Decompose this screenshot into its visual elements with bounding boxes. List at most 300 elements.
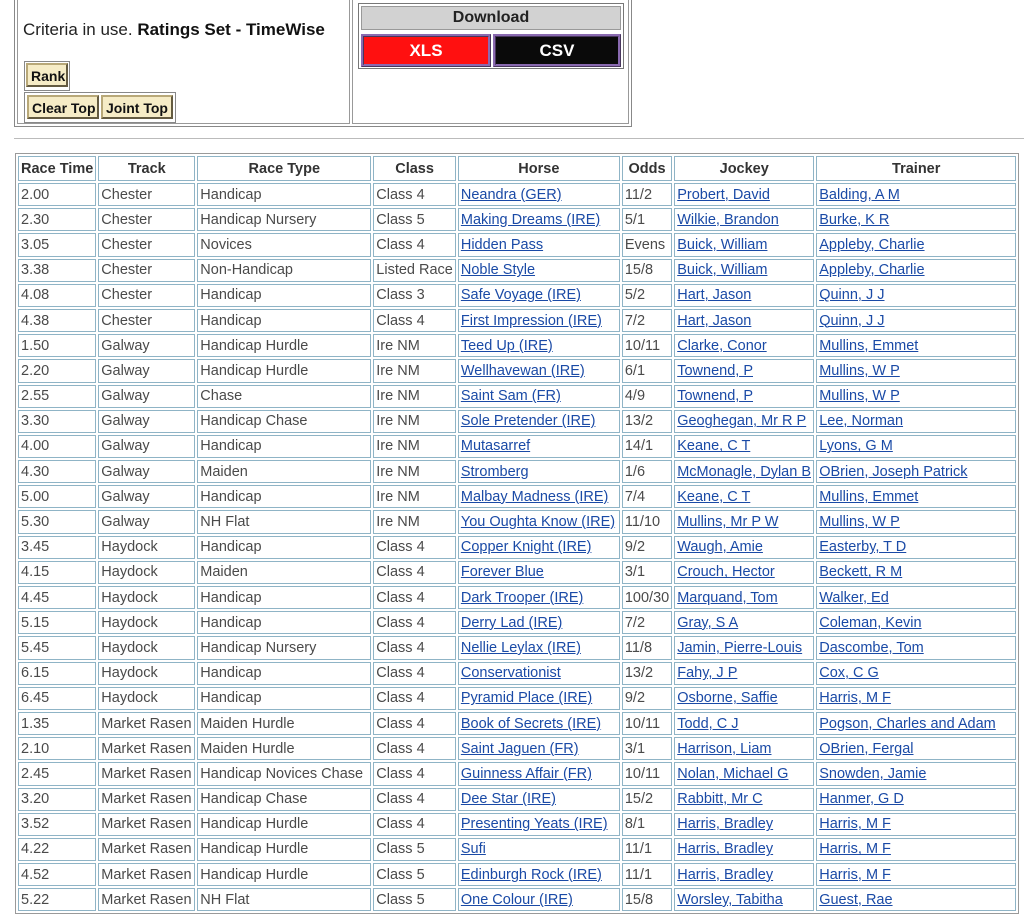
races-table	[15, 153, 1019, 914]
trainer-link[interactable]: Harris, M F	[819, 816, 891, 833]
cell-horse	[458, 863, 620, 886]
cell-odds: 11/2	[622, 183, 672, 206]
cell-race-type: Handicap Novices Chase	[197, 762, 371, 785]
cell-track: Haydock	[98, 611, 195, 634]
cell-race-time: 4.22	[18, 838, 96, 861]
table-row	[18, 888, 1016, 911]
trainer-link[interactable]: Harris, M F	[819, 690, 891, 707]
cell-trainer	[816, 183, 1016, 206]
cell-class: Class 5	[373, 838, 456, 861]
table-row	[18, 712, 1016, 735]
cell-class: Class 4	[373, 309, 456, 332]
cell-race-time: 4.38	[18, 309, 96, 332]
cell-race-type: Handicap Hurdle	[197, 359, 371, 382]
cell-race-time: 2.30	[18, 208, 96, 231]
jockey-link[interactable]: Hart, Jason	[677, 287, 752, 304]
horse-link[interactable]: Saint Jaguen (FR)	[460, 740, 579, 757]
cell-race-type: Handicap Nursery	[197, 208, 371, 231]
table-row	[18, 611, 1016, 634]
jockey-link[interactable]: Hart, Jason	[677, 312, 752, 329]
cell-odds: 6/1	[622, 359, 672, 382]
cell-race-type: Handicap	[197, 687, 371, 710]
column-header-trainer[interactable]: Trainer	[816, 156, 1016, 181]
column-header-jockey[interactable]: Jockey	[674, 156, 814, 181]
cell-track: Market Rasen	[98, 863, 195, 886]
table-row	[18, 510, 1016, 533]
jockey-link[interactable]: Keane, C T	[677, 438, 751, 455]
cell-horse	[458, 838, 620, 861]
cell-class: Class 4	[373, 762, 456, 785]
cell-jockey	[674, 611, 814, 634]
cell-race-time: 1.50	[18, 334, 96, 357]
horse-link[interactable]: Dark Trooper (IRE)	[460, 589, 584, 606]
trainer-link[interactable]: Snowden, Jamie	[819, 765, 927, 782]
cell-odds: 10/11	[622, 712, 672, 735]
horse-link[interactable]: Saint Sam (FR)	[460, 388, 561, 405]
cell-race-type: Chase	[197, 385, 371, 408]
horse-link[interactable]: Book of Secrets (IRE)	[460, 715, 602, 732]
horse-link[interactable]: Nellie Leylax (IRE)	[460, 639, 581, 656]
horse-link[interactable]: Guinness Affair (FR)	[460, 765, 592, 782]
cell-class: Class 4	[373, 611, 456, 634]
trainer-link[interactable]: Mullins, Emmet	[819, 337, 919, 354]
cell-class: Ire NM	[373, 334, 456, 357]
cell-race-time: 5.15	[18, 611, 96, 634]
joint-top-button[interactable]: Joint Top	[101, 95, 173, 119]
cell-race-time: 6.45	[18, 687, 96, 710]
cell-odds: 1/6	[622, 460, 672, 483]
horse-link[interactable]: Sufi	[460, 841, 486, 858]
cell-class: Ire NM	[373, 385, 456, 408]
cell-trainer	[816, 687, 1016, 710]
cell-class: Class 3	[373, 284, 456, 307]
cell-horse	[458, 536, 620, 559]
cell-race-time: 4.45	[18, 586, 96, 609]
criteria-prefix: Criteria in use.	[23, 20, 138, 39]
cell-odds: 7/4	[622, 485, 672, 508]
cell-horse	[458, 284, 620, 307]
trainer-link[interactable]: OBrien, Joseph Patrick	[819, 463, 968, 480]
cell-horse	[458, 788, 620, 811]
table-row	[18, 208, 1016, 231]
cell-odds: Evens	[622, 233, 672, 256]
column-header-class[interactable]: Class	[373, 156, 456, 181]
cell-class: Listed Race	[373, 259, 456, 282]
cell-track: Haydock	[98, 561, 195, 584]
cell-track: Market Rasen	[98, 762, 195, 785]
jockey-link[interactable]: Osborne, Saffie	[677, 690, 778, 707]
trainer-link[interactable]: Hanmer, G D	[819, 791, 904, 808]
clear-top-button[interactable]: Clear Top	[27, 95, 99, 119]
cell-race-time: 2.55	[18, 385, 96, 408]
cell-odds: 15/8	[622, 259, 672, 282]
cell-horse	[458, 510, 620, 533]
jockey-link[interactable]: Buick, William	[677, 262, 768, 279]
horse-link[interactable]: Safe Voyage (IRE)	[460, 287, 581, 304]
table-row	[18, 586, 1016, 609]
cell-horse	[458, 259, 620, 282]
horse-link[interactable]: Wellhavewan (IRE)	[460, 362, 585, 379]
cell-race-type: Non-Handicap	[197, 259, 371, 282]
cell-race-time: 3.52	[18, 813, 96, 836]
trainer-link[interactable]: Harris, M F	[819, 866, 891, 883]
cell-race-time: 2.45	[18, 762, 96, 785]
jockey-link[interactable]: Todd, C J	[677, 715, 739, 732]
horse-link[interactable]: First Impression (IRE)	[460, 312, 602, 329]
cell-horse	[458, 435, 620, 458]
jockey-link[interactable]: Worsley, Tabitha	[677, 891, 783, 908]
cell-odds: 13/2	[622, 410, 672, 433]
cell-race-type: Handicap	[197, 586, 371, 609]
cell-trainer	[816, 485, 1016, 508]
horse-link[interactable]: Edinburgh Rock (IRE)	[460, 866, 602, 883]
horse-link[interactable]: Noble Style	[460, 262, 536, 279]
jockey-link[interactable]: Rabbitt, Mr C	[677, 791, 763, 808]
cell-track: Galway	[98, 510, 195, 533]
jockey-link[interactable]: Probert, David	[677, 186, 770, 203]
table-row	[18, 737, 1016, 760]
cell-race-type: Novices	[197, 233, 371, 256]
cell-trainer	[816, 586, 1016, 609]
trainer-link[interactable]: Quinn, J J	[819, 312, 885, 329]
cell-class: Ire NM	[373, 485, 456, 508]
cell-class: Ire NM	[373, 460, 456, 483]
cell-class: Class 4	[373, 183, 456, 206]
cell-race-time: 5.30	[18, 510, 96, 533]
cell-odds: 8/1	[622, 813, 672, 836]
rank-button[interactable]: Rank	[26, 63, 68, 87]
horse-link[interactable]: Hidden Pass	[460, 236, 544, 253]
table-row	[18, 788, 1016, 811]
cell-odds: 11/1	[622, 838, 672, 861]
cell-race-time: 2.10	[18, 737, 96, 760]
cell-track: Chester	[98, 259, 195, 282]
trainer-link[interactable]: Coleman, Kevin	[819, 614, 922, 631]
download-csv-button[interactable]: CSV	[493, 34, 621, 67]
cell-odds: 9/2	[622, 536, 672, 559]
cell-track: Galway	[98, 385, 195, 408]
cell-trainer	[816, 510, 1016, 533]
cell-track: Galway	[98, 460, 195, 483]
trainer-link[interactable]: Balding, A M	[819, 186, 900, 203]
cell-odds: 100/30	[622, 586, 672, 609]
cell-horse	[458, 813, 620, 836]
cell-horse	[458, 611, 620, 634]
cell-class: Class 4	[373, 813, 456, 836]
cell-race-type: Handicap Hurdle	[197, 863, 371, 886]
cell-trainer	[816, 536, 1016, 559]
jockey-link[interactable]: Buick, William	[677, 236, 768, 253]
horse-link[interactable]: One Colour (IRE)	[460, 891, 573, 908]
column-header-track[interactable]: Track	[98, 156, 195, 181]
trainer-link[interactable]: Beckett, R M	[819, 564, 903, 581]
horse-link[interactable]: Mutasarref	[460, 438, 531, 455]
trainer-link[interactable]: Mullins, W P	[819, 388, 900, 405]
cell-jockey	[674, 762, 814, 785]
cell-horse	[458, 712, 620, 735]
cell-race-type: Handicap	[197, 183, 371, 206]
jockey-link[interactable]: Gray, S A	[677, 614, 739, 631]
cell-class: Class 5	[373, 863, 456, 886]
cell-horse	[458, 737, 620, 760]
cell-horse	[458, 460, 620, 483]
jockey-link[interactable]: Clarke, Conor	[677, 337, 767, 354]
jockey-link[interactable]: Jamin, Pierre-Louis	[677, 639, 803, 656]
cell-track: Galway	[98, 485, 195, 508]
jockey-link[interactable]: Waugh, Amie	[677, 539, 763, 556]
cell-track: Chester	[98, 208, 195, 231]
cell-track: Market Rasen	[98, 813, 195, 836]
cell-jockey	[674, 485, 814, 508]
cell-jockey	[674, 359, 814, 382]
trainer-link[interactable]: Burke, K R	[819, 211, 890, 228]
table-row	[18, 762, 1016, 785]
jockey-link[interactable]: Harris, Bradley	[677, 841, 774, 858]
table-row	[18, 435, 1016, 458]
cell-trainer	[816, 309, 1016, 332]
cell-race-type: Maiden Hurdle	[197, 712, 371, 735]
races-table-body	[18, 183, 1016, 911]
cell-track: Chester	[98, 284, 195, 307]
cell-race-time: 3.30	[18, 410, 96, 433]
cell-trainer	[816, 662, 1016, 685]
cell-trainer	[816, 863, 1016, 886]
cell-jockey	[674, 561, 814, 584]
cell-odds: 9/2	[622, 687, 672, 710]
cell-jockey	[674, 888, 814, 911]
cell-trainer	[816, 385, 1016, 408]
cell-trainer	[816, 561, 1016, 584]
cell-horse	[458, 485, 620, 508]
cell-race-time: 3.45	[18, 536, 96, 559]
cell-horse	[458, 662, 620, 685]
cell-trainer	[816, 636, 1016, 659]
cell-track: Haydock	[98, 536, 195, 559]
cell-race-type: Handicap	[197, 309, 371, 332]
cell-odds: 14/1	[622, 435, 672, 458]
trainer-link[interactable]: Quinn, J J	[819, 287, 885, 304]
table-row	[18, 259, 1016, 282]
table-row	[18, 838, 1016, 861]
cell-race-type: NH Flat	[197, 888, 371, 911]
cell-track: Haydock	[98, 687, 195, 710]
table-row	[18, 561, 1016, 584]
cell-trainer	[816, 284, 1016, 307]
table-row	[18, 385, 1016, 408]
cell-jockey	[674, 636, 814, 659]
table-row	[18, 687, 1016, 710]
trainer-link[interactable]: OBrien, Fergal	[819, 740, 914, 757]
cell-trainer	[816, 813, 1016, 836]
cell-race-type: Handicap Hurdle	[197, 334, 371, 357]
download-xls-button[interactable]: XLS	[361, 34, 491, 67]
cell-race-type: Maiden	[197, 561, 371, 584]
cell-class: Class 4	[373, 536, 456, 559]
cell-class: Class 4	[373, 561, 456, 584]
cell-track: Haydock	[98, 636, 195, 659]
cell-horse	[458, 208, 620, 231]
cell-odds: 4/9	[622, 385, 672, 408]
horse-link[interactable]: Presenting Yeats (IRE)	[460, 816, 608, 833]
cell-race-time: 4.30	[18, 460, 96, 483]
download-title: Download	[361, 6, 621, 30]
cell-odds: 7/2	[622, 309, 672, 332]
horse-link[interactable]: Making Dreams (IRE)	[460, 211, 601, 228]
cell-odds: 15/2	[622, 788, 672, 811]
rank-button-frame	[24, 61, 70, 91]
cell-trainer	[816, 435, 1016, 458]
cell-trainer	[816, 460, 1016, 483]
jockey-link[interactable]: Nolan, Michael G	[677, 765, 789, 782]
trainer-link[interactable]: Cox, C G	[819, 665, 879, 682]
cell-jockey	[674, 208, 814, 231]
cell-horse	[458, 636, 620, 659]
criteria-box	[17, 0, 350, 124]
cell-trainer	[816, 737, 1016, 760]
cell-class: Class 4	[373, 687, 456, 710]
cell-jockey	[674, 788, 814, 811]
horse-link[interactable]: Pyramid Place (IRE)	[460, 690, 593, 707]
jockey-link[interactable]: Harris, Bradley	[677, 816, 774, 833]
cell-class: Ire NM	[373, 359, 456, 382]
cell-horse	[458, 309, 620, 332]
horse-link[interactable]: Malbay Madness (IRE)	[460, 488, 609, 505]
cell-race-time: 4.52	[18, 863, 96, 886]
cell-class: Ire NM	[373, 510, 456, 533]
trainer-link[interactable]: Lyons, G M	[819, 438, 893, 455]
trainer-link[interactable]: Lee, Norman	[819, 413, 904, 430]
trainer-link[interactable]: Appleby, Charlie	[819, 262, 925, 279]
cell-horse	[458, 183, 620, 206]
table-row	[18, 536, 1016, 559]
cell-jockey	[674, 687, 814, 710]
trainer-link[interactable]: Mullins, W P	[819, 514, 900, 531]
cell-race-type: Handicap Nursery	[197, 636, 371, 659]
cell-jockey	[674, 183, 814, 206]
cell-track: Market Rasen	[98, 888, 195, 911]
horse-link[interactable]: Dee Star (IRE)	[460, 791, 556, 808]
cell-race-time: 3.38	[18, 259, 96, 282]
cell-race-type: Handicap	[197, 611, 371, 634]
jockey-link[interactable]: Marquand, Tom	[677, 589, 778, 606]
trainer-link[interactable]: Harris, M F	[819, 841, 891, 858]
cell-track: Market Rasen	[98, 737, 195, 760]
cell-jockey	[674, 284, 814, 307]
cell-race-type: Handicap Hurdle	[197, 838, 371, 861]
column-header-race-type[interactable]: Race Type	[197, 156, 371, 181]
cell-track: Galway	[98, 435, 195, 458]
cell-class: Class 5	[373, 208, 456, 231]
cell-class: Class 4	[373, 712, 456, 735]
cell-race-time: 6.15	[18, 662, 96, 685]
horse-link[interactable]: Derry Lad (IRE)	[460, 614, 563, 631]
cell-jockey	[674, 334, 814, 357]
cell-race-type: Handicap	[197, 485, 371, 508]
jockey-link[interactable]: Townend, P	[677, 362, 753, 379]
criteria-text	[23, 20, 325, 40]
cell-trainer	[816, 334, 1016, 357]
cell-class: Class 4	[373, 788, 456, 811]
table-row	[18, 233, 1016, 256]
horse-link[interactable]: Teed Up (IRE)	[460, 337, 553, 354]
cell-class: Class 5	[373, 888, 456, 911]
jockey-link[interactable]: Fahy, J P	[677, 665, 738, 682]
column-header-race-time[interactable]: Race Time	[18, 156, 96, 181]
table-row	[18, 460, 1016, 483]
trainer-link[interactable]: Easterby, T D	[819, 539, 907, 556]
cell-race-type: Handicap Hurdle	[197, 813, 371, 836]
table-row	[18, 863, 1016, 886]
trainer-link[interactable]: Dascombe, Tom	[819, 639, 924, 656]
trainer-link[interactable]: Walker, Ed	[819, 589, 889, 606]
cell-odds: 11/1	[622, 863, 672, 886]
jockey-link[interactable]: Crouch, Hector	[677, 564, 775, 581]
cell-jockey	[674, 410, 814, 433]
jockey-link[interactable]: Geoghegan, Mr R P	[677, 413, 807, 430]
cell-trainer	[816, 888, 1016, 911]
table-row	[18, 813, 1016, 836]
cell-odds: 11/8	[622, 636, 672, 659]
column-header-horse[interactable]: Horse	[458, 156, 620, 181]
jockey-link[interactable]: Keane, C T	[677, 488, 751, 505]
cell-race-type: Handicap	[197, 662, 371, 685]
cell-trainer	[816, 410, 1016, 433]
jockey-link[interactable]: Mullins, Mr P W	[677, 514, 779, 531]
trainer-link[interactable]: Appleby, Charlie	[819, 236, 925, 253]
table-row	[18, 410, 1016, 433]
horse-link[interactable]: Stromberg	[460, 463, 529, 480]
cell-trainer	[816, 233, 1016, 256]
cell-track: Chester	[98, 233, 195, 256]
cell-odds: 3/1	[622, 737, 672, 760]
trainer-link[interactable]: Mullins, W P	[819, 362, 900, 379]
cell-horse	[458, 359, 620, 382]
trainer-link[interactable]: Guest, Rae	[819, 891, 893, 908]
horse-link[interactable]: Neandra (GER)	[460, 186, 562, 203]
cell-class: Ire NM	[373, 435, 456, 458]
download-box	[352, 0, 629, 124]
cell-class: Class 4	[373, 636, 456, 659]
trainer-link[interactable]: Mullins, Emmet	[819, 488, 919, 505]
horse-link[interactable]: Forever Blue	[460, 564, 544, 581]
cell-race-type: Handicap Chase	[197, 410, 371, 433]
trainer-link[interactable]: Pogson, Charles and Adam	[819, 715, 996, 732]
column-header-odds[interactable]: Odds	[622, 156, 672, 181]
cell-race-time: 5.45	[18, 636, 96, 659]
cell-horse	[458, 586, 620, 609]
cell-horse	[458, 410, 620, 433]
horse-link[interactable]: You Oughta Know (IRE)	[460, 514, 616, 531]
cell-track: Galway	[98, 334, 195, 357]
jockey-link[interactable]: Harris, Bradley	[677, 866, 774, 883]
cell-class: Class 4	[373, 737, 456, 760]
cell-jockey	[674, 536, 814, 559]
jockey-link[interactable]: Harrison, Liam	[677, 740, 772, 757]
jockey-link[interactable]: Townend, P	[677, 388, 753, 405]
horse-link[interactable]: Sole Pretender (IRE)	[460, 413, 596, 430]
cell-trainer	[816, 359, 1016, 382]
horse-link[interactable]: Conservationist	[460, 665, 561, 682]
cell-odds: 10/11	[622, 334, 672, 357]
table-row	[18, 636, 1016, 659]
horse-link[interactable]: Copper Knight (IRE)	[460, 539, 592, 556]
jockey-link[interactable]: McMonagle, Dylan B	[677, 463, 811, 480]
cell-jockey	[674, 233, 814, 256]
cell-horse	[458, 762, 620, 785]
jockey-link[interactable]: Wilkie, Brandon	[677, 211, 779, 228]
table-row	[18, 183, 1016, 206]
cell-class: Class 4	[373, 586, 456, 609]
